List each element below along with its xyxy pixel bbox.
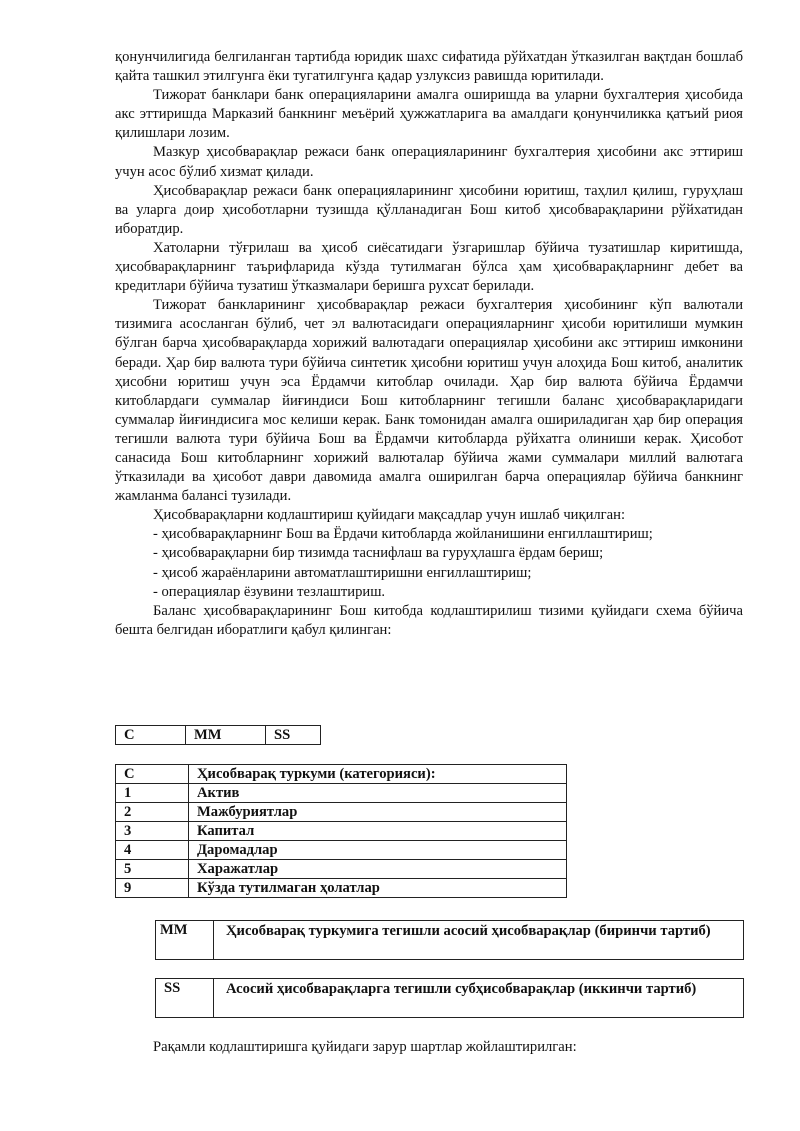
paragraph: Тижорат банкларининг ҳисобварақлар режаси бухгалтерия ҳисобининг кўп валютали тизимига асосланган бўлиб, чет эл валютасидаги операцияларнинг ҳисоби юритилиши мумкин бўлган барча ҳисобварақларда хорижий валютадаги операциялар ҳисобини акс эттириш имконини беради. Ҳар бир валюта тури бўйича синтетик ҳисобни юритиш учун алоҳида Бош китоб, аналитик ҳисобни юритиш учун эса Ёрдамчи китоблар очилади. Ҳар бир валюта бўйича Ёрдамчи китоблардаги суммалар йиғиндиси Бош китобларнинг тегишли баланс ҳисобварақларидаги суммалар йиғиндисига мос келиши керак. Банк томонидан амалга ошириладиган ҳар бир операция тегишли валюта тури бўйича Бош ва Ёрдамчи китобларда рўйхатга олиниши керак. Ҳисобот санасида Бош китобларнинг хорижий валюталар бўйича жами суммалари миллий валютага ўтказилади ва ҳисобот даври давомида амалга оширилган барча операциялар бўйича банкнинг жамланма балансi тузилади.: [115, 297, 743, 505]
table-cell: 1: [116, 784, 189, 803]
table-cell: Актив: [189, 784, 567, 803]
table-cell: 3: [116, 822, 189, 841]
table-row: [116, 879, 567, 898]
mm-description: Ҳисобварақ туркумига тегишли асосий ҳисобварақлар (биринчи тартиб): [226, 923, 711, 939]
paragraph: Хатоларни тўғрилаш ва ҳисоб сиёсатидаги ўзгаришлар бўйича тузатишлар киритишда, ҳисобварақларнинг таърифларида кўзда тутилмаган бўлса ҳам ҳисобварақларнинг дебет ва кредитлари бўйича тузатиш ўтказмалари беришга рухсат берилади.: [115, 239, 743, 295]
mm-key: MM: [156, 921, 214, 959]
table-cell: Мажбуриятлар: [189, 803, 567, 822]
table-cell: Капитал: [189, 822, 567, 841]
table-cell: Харажатлар: [189, 860, 567, 879]
table-row: [116, 841, 567, 860]
category-table: [115, 764, 567, 898]
paragraph: Ҳисобварақлар режаси банк операцияларининг ҳисобини юритиш, таҳлил қилиш, гуруҳлаш ва уларга доир ҳисоботларни тузишда қўлланадиган Бош китоб ҳисобварақларини рўйхатидан иборатдир.: [115, 182, 743, 237]
paragraph: Ҳисобварақларни кодлаштириш қуйидаги мақсадлар учун ишлаб чиқилган:: [153, 507, 625, 524]
list-item: - ҳисоб жараёнларини автоматлаштиришни енгиллаштириш;: [153, 564, 532, 581]
table-row: [116, 803, 567, 822]
paragraph: Рақамли кодлаштиришга қуйидаги зарур шартлар жойлаштирилган:: [153, 1039, 577, 1055]
table-cell: C: [116, 765, 189, 784]
table-row: [116, 822, 567, 841]
table-row: [116, 860, 567, 879]
ss-description: Асосий ҳисобварақларга тегишли субҳисобварақлар (иккинчи тартиб): [226, 981, 697, 997]
paragraph: қонунчилигида белгиланган тартибда юридик шахс сифатида рўйхатдан ўтказилган вақтдан бошлаб қайта ташкил этилгунга ёки тугатилгунга қадар узлуксиз равишда юритилади.: [115, 49, 743, 85]
table-row: [116, 784, 567, 803]
list-item: - операциялар ёзувини тезлаштириш.: [153, 583, 386, 600]
list-item: - ҳисобварақларни бир тизимда таснифлаш ва гуруҳлашга ёрдам бериш;: [153, 545, 604, 562]
code-structure-table: [115, 725, 321, 745]
ss-definition-box: [155, 978, 744, 1018]
ss-key: SS: [156, 979, 214, 1017]
mm-definition-box: [155, 920, 744, 960]
list-item: - ҳисобварақларнинг Бош ва Ёрдачи китобларда жойланишини енгиллаштириш;: [153, 526, 653, 543]
table-cell: Кўзда тутилмаган ҳолатлар: [189, 879, 567, 898]
table-cell: 5: [116, 860, 189, 879]
table-cell: Даромадлар: [189, 841, 567, 860]
table-cell: C: [116, 726, 186, 745]
table-cell: 2: [116, 803, 189, 822]
document-body: [115, 48, 743, 640]
paragraph: Мазкур ҳисобварақлар режаси банк операцияларининг бухгалтерия ҳисобини акс эттириш учун асос бўлиб хизмат қилади.: [115, 144, 743, 180]
paragraph: Тижорат банклари банк операцияларини амалга оширишда ва уларни бухгалтерия ҳисобида акс эттиришда Марказий банкнинг меъёрий ҳужжатларига ва амалдаги қонунчиликка қатъий риоя қилишлари лозим.: [115, 87, 743, 142]
table-cell: Ҳисобварақ туркуми (категорияси):: [189, 765, 567, 784]
table-row: [116, 726, 321, 745]
paragraph: Баланс ҳисобварақларининг Бош китобда кодлаштирилиш тизими қуйидаги схема бўйича бешта белгидан иборатлиги қабул қилинган:: [115, 602, 743, 638]
table-cell: MM: [186, 726, 266, 745]
table-header-row: [116, 765, 567, 784]
table-cell: 9: [116, 879, 189, 898]
table-cell: 4: [116, 841, 189, 860]
table-cell: SS: [266, 726, 321, 745]
